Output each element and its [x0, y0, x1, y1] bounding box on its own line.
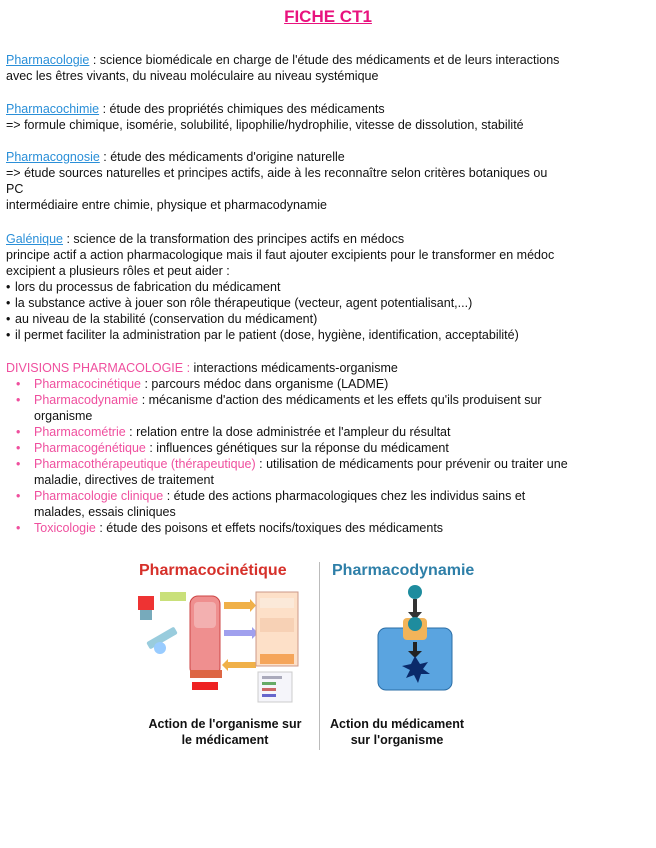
excretion-block [192, 682, 218, 690]
division-text: malades, essais cliniques [34, 505, 176, 519]
division-term: Pharmacogénétique [34, 441, 146, 455]
list-item: • au niveau de la stabilité (conservation du médicament) [6, 311, 642, 327]
definition-text: : étude des médicaments d'origine naturelle [99, 150, 345, 164]
pill-icon [138, 596, 154, 610]
division-text: : étude des poisons et effets nocifs/toxiques des médicaments [95, 521, 444, 535]
pharmacodynamics-diagram [370, 584, 460, 694]
list-item [6, 440, 642, 456]
division-text: organisme [34, 409, 93, 423]
caption-line: sur l'organisme [350, 733, 444, 747]
pharmacokinetics-diagram [132, 586, 314, 706]
division-text: : utilisation de médicaments pour prévenir ou traiter une [255, 457, 568, 471]
list-item: • il permet faciliter la administration par le patient (dose, hygiène, identification, acceptabilité) [6, 327, 642, 343]
definition-text: PC [6, 182, 24, 196]
list-item [6, 520, 642, 536]
term-pharmacognosie: Pharmacognosie [6, 150, 100, 164]
division-text: : mécanisme d'action des médicaments et les effets qu'ils produisent sur [138, 393, 542, 407]
figure-title-pharmacodynamie: Pharmacodynamie [332, 562, 475, 579]
list-item: • la substance active à jouer son rôle thérapeutique (vecteur, agent potentialisant,...) [6, 295, 642, 311]
section-galenique [6, 231, 642, 343]
definition-text: => formule chimique, isomérie, solubilité, lipophilie/hydrophilie, vitesse de dissolution, stabilité [6, 118, 524, 132]
definition-text: : étude des propriétés chimiques des médicaments [99, 102, 385, 116]
list-item [6, 376, 642, 392]
division-term: Pharmacométrie [34, 425, 126, 439]
definition-text: excipient a plusieurs rôles et peut aider : [6, 264, 230, 278]
definition-text: intermédiaire entre chimie, physique et pharmacodynamie [6, 198, 327, 212]
division-text: : influences génétiques sur la réponse du médicament [145, 441, 449, 455]
definition-text: avec les êtres vivants, du niveau moléculaire au niveau systémique [6, 69, 379, 83]
divisions-list [6, 376, 642, 536]
list-item: • lors du processus de fabrication du médicament [6, 279, 642, 295]
section-pharmacognosie [6, 149, 642, 213]
figure-divider [319, 562, 320, 750]
term-galenique: Galénique [6, 232, 63, 246]
term-pharmacochimie: Pharmacochimie [6, 102, 100, 116]
division-text: : étude des actions pharmacologiques chez les individus sains et [163, 489, 526, 503]
page-title: FICHE CT1 [284, 7, 372, 26]
division-text: maladie, directives de traitement [34, 473, 214, 487]
caption-line: Action de l'organisme sur [148, 717, 302, 731]
division-term: Pharmacologie clinique [34, 489, 164, 503]
division-term: Pharmacothérapeutique (thérapeutique) [34, 457, 256, 471]
drug-molecule-icon [408, 585, 422, 599]
definition-text: => étude sources naturelles et principes actifs, aide à les reconnaître selon critères botaniques ou [6, 166, 548, 180]
definition-text: : science biomédicale en charge de l'étude des médicaments et de leurs interactions [89, 53, 560, 67]
caption-line: Action du médicament [329, 717, 465, 731]
caption-line: le médicament [181, 733, 269, 747]
list-item [6, 392, 642, 424]
divisions-heading-rest: interactions médicaments-organisme [190, 361, 398, 375]
list-item [6, 488, 642, 520]
division-term: Pharmacocinétique [34, 377, 142, 391]
galenique-bullet-list [6, 279, 642, 343]
section-pharmacologie [6, 52, 642, 84]
definition-text: : science de la transformation des principes actifs en médocs [63, 232, 405, 246]
term-pharmacologie: Pharmacologie [6, 53, 90, 67]
division-term: Pharmacodynamie [34, 393, 139, 407]
divisions-heading: DIVISIONS PHARMACOLOGIE : [6, 361, 191, 375]
section-pharmacochimie [6, 101, 642, 133]
figure-title-pharmacocinetique: Pharmacocinétique [139, 562, 287, 579]
list-item [6, 456, 642, 488]
division-text: : relation entre la dose administrée et l'ampleur du résultat [125, 425, 451, 439]
definition-text: principe actif a action pharmacologique mais il faut ajouter excipients pour le transformer en médoc [6, 248, 555, 262]
list-item [6, 424, 642, 440]
caption-right [327, 716, 467, 748]
division-term: Toxicologie [34, 521, 96, 535]
division-text: : parcours médoc dans organisme (LADME) [141, 377, 389, 391]
caption-left [137, 716, 313, 748]
section-divisions [6, 360, 642, 536]
